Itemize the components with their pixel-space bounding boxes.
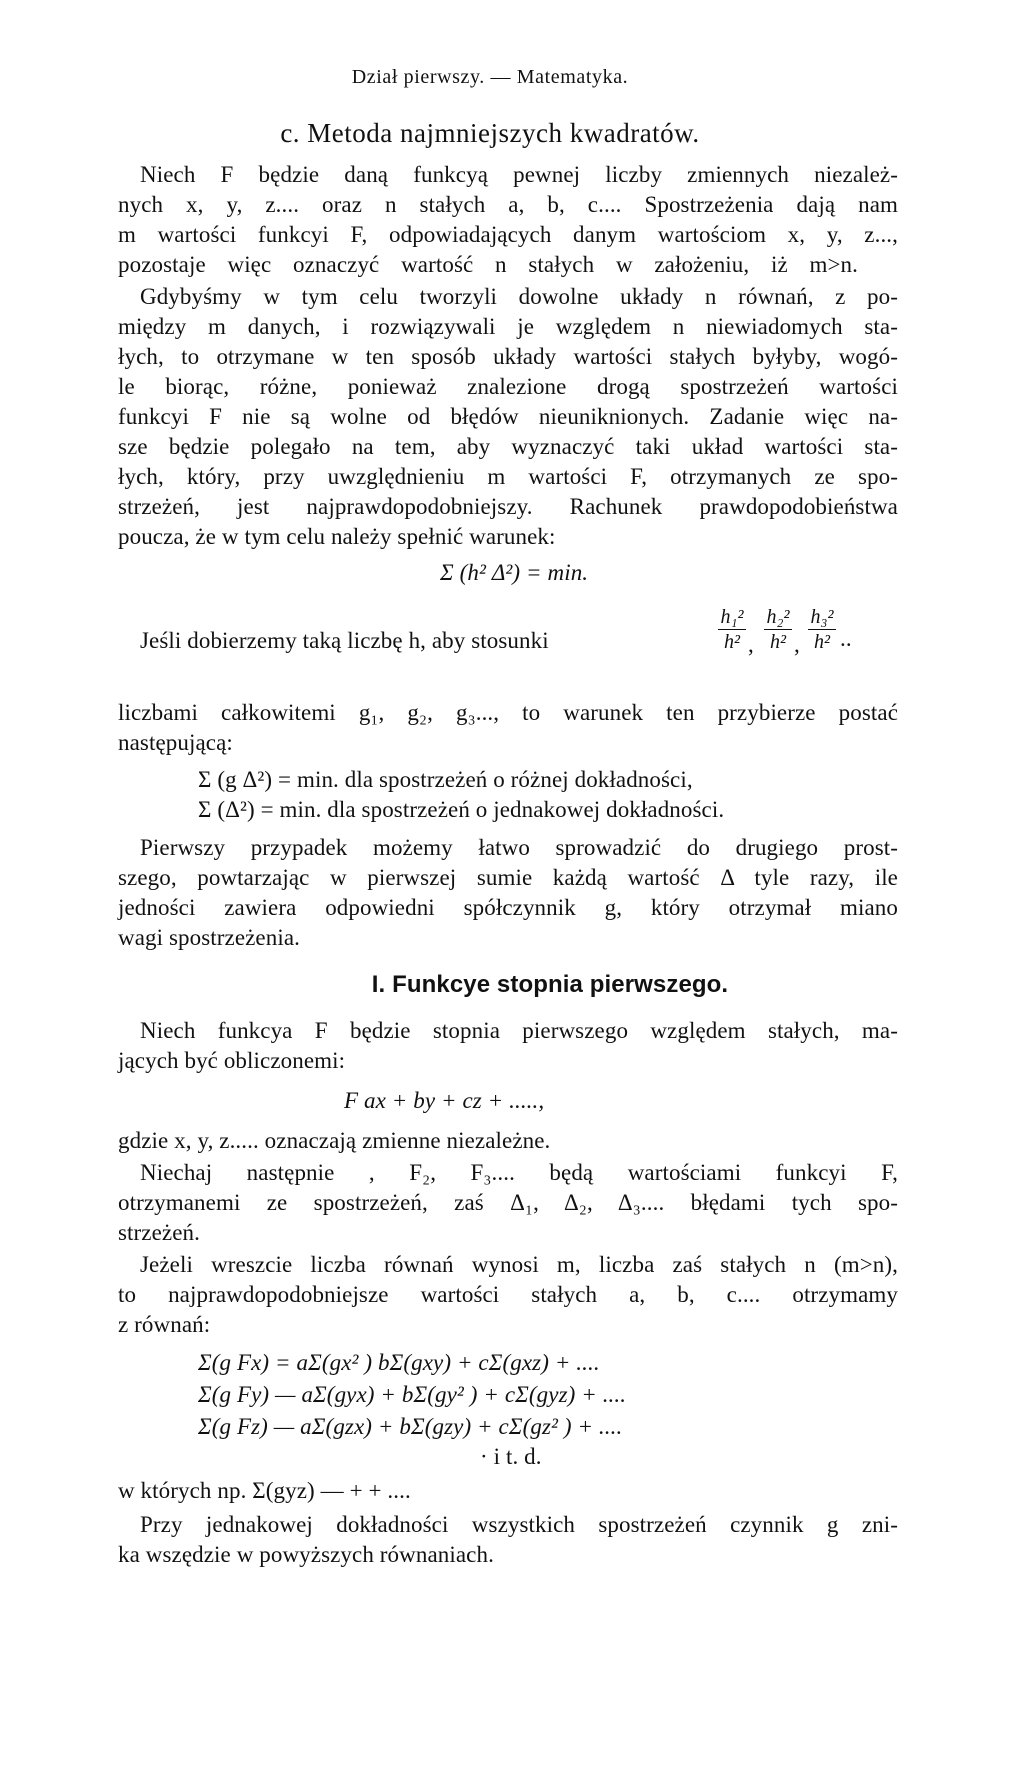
text-line: pozostaje więc oznaczyć wartość n stałych w założeniu, iż m>n.	[118, 252, 858, 277]
text-line: Jeśli dobierzemy taką liczbę h, aby stosunki	[140, 628, 549, 653]
text-line: Pierwszy przypadek możemy łatwo sprowadzić do drugiego prost-	[140, 835, 898, 860]
separator-comma: ,	[748, 632, 754, 657]
text-line: szego, powtarzając w pierwszej sumie każdą wartość Δ tyle razy, ile	[118, 865, 898, 890]
ratio-tail: ..	[840, 626, 852, 651]
fraction	[764, 606, 792, 653]
section-title: c. Metoda najmniejszych kwadratów.	[280, 118, 700, 148]
formula-equal: Σ (Δ²) = min. dla spostrzeżeń o jednakowej dokładności.	[198, 797, 725, 822]
text-line: następującą:	[118, 730, 233, 755]
fraction-numerator: h₃²	[810, 606, 834, 628]
formula-min: Σ (h² Δ²) = min.	[440, 560, 589, 585]
formula-linear: F ax + by + cz + .....,	[344, 1088, 545, 1113]
text-line: poucza, że w tym celu należy spełnić warunek:	[118, 524, 556, 549]
text-line: liczbami całkowitemi g₁, g₂, g₃..., to warunek ten przybierze postać	[118, 700, 898, 725]
text-line: Niechaj następnie , F₂, F₃.... będą wartościami funkcyi F,	[140, 1160, 898, 1185]
text-line: łych, który, przy uwzględnieniu m wartości F, otrzymanych ze spo-	[118, 464, 898, 489]
text-line: sze będzie polegało na tem, aby wyznaczyć taki układ wartości sta-	[118, 434, 898, 459]
fraction-bar	[718, 629, 746, 630]
text-line: to najprawdopodobniejsze wartości stałych a, b, c.... otrzymamy	[118, 1282, 898, 1307]
text-line: strzeżeń.	[118, 1220, 200, 1245]
text-line: łych, to otrzymane w ten sposób układy wartości stałych byłyby, wogó-	[118, 344, 898, 369]
fraction-numerator: h₁²	[720, 606, 744, 628]
formula-weighted: Σ (g Δ²) = min. dla spostrzeżeń o różnej dokładności,	[198, 767, 693, 792]
fraction	[718, 606, 746, 653]
fraction-denominator: h²	[724, 631, 740, 653]
fraction-numerator: h₂²	[766, 606, 790, 628]
text-line: Przy jednakowej dokładności wszystkich spostrzeżeń czynnik g zni-	[140, 1512, 898, 1537]
text-line: jedności zawiera odpowiedni spółczynnik g, który otrzymał miano	[118, 895, 898, 920]
text-line: gdzie x, y, z..... oznaczają zmienne niezależne.	[118, 1128, 551, 1153]
normal-equation: Σ(g Fx) = aΣ(gx² ) bΣ(gxy) + cΣ(gxz) + ....	[198, 1350, 600, 1375]
text-line: strzeżeń, jest najprawdopodobniejszy. Rachunek prawdopodobieństwa	[118, 494, 898, 519]
text-line: nych x, y, z.... oraz n stałych a, b, c.... Spostrzeżenia dają nam	[118, 192, 898, 217]
text-line: le biorąc, różne, ponieważ znalezione drogą spostrzeżeń wartości	[118, 374, 898, 399]
text-line: Jeżeli wreszcie liczba równań wynosi m, liczba zaś stałych n (m>n),	[140, 1252, 898, 1277]
text-line: Gdybyśmy w tym celu tworzyli dowolne układy n równań, z po-	[140, 284, 898, 309]
text-line: Niech funkcya F będzie stopnia pierwszego względem stałych, ma-	[140, 1018, 898, 1043]
text-line: m wartości funkcyi F, odpowiadających danym wartościom x, y, z...,	[118, 222, 898, 247]
text-line: między m danych, i rozwiązywali je względem n niewiadomych sta-	[118, 314, 898, 339]
normal-equation: Σ(g Fz) — aΣ(gzx) + bΣ(gzy) + cΣ(gz² ) + ....	[198, 1414, 623, 1439]
fraction-bar	[808, 629, 836, 630]
etc-line: · i t. d.	[480, 1444, 542, 1469]
fraction-denominator: h²	[770, 631, 786, 653]
normal-equation: Σ(g Fy) — aΣ(gyx) + bΣ(gy² ) + cΣ(gyz) + ....	[198, 1382, 627, 1407]
text-line: z równań:	[118, 1312, 211, 1337]
subsection-title: I. Funkcye stopnia pierwszego.	[371, 971, 729, 998]
running-header: Dział pierwszy. — Matematyka.	[351, 66, 629, 88]
text-line: jących być obliczonemi:	[118, 1048, 346, 1073]
text-line: otrzymanemi ze spostrzeżeń, zaś Δ₁, Δ₂, Δ₃.... błędami tych spo-	[118, 1190, 898, 1215]
text-line: Niech F będzie daną funkcyą pewnej liczby zmiennych niezależ-	[140, 162, 898, 187]
fraction-bar	[764, 629, 792, 630]
text-line: w których np. Σ(gyz) — + + ....	[118, 1478, 411, 1503]
fraction	[808, 606, 836, 653]
text-line: ka wszędzie w powyższych równaniach.	[118, 1542, 494, 1567]
separator-comma: ,	[794, 632, 800, 657]
fraction-denominator: h²	[814, 631, 830, 653]
text-line: funkcyi F nie są wolne od błędów nieuniknionych. Zadanie więc na-	[118, 404, 898, 429]
text-line: wagi spostrzeżenia.	[118, 925, 300, 950]
